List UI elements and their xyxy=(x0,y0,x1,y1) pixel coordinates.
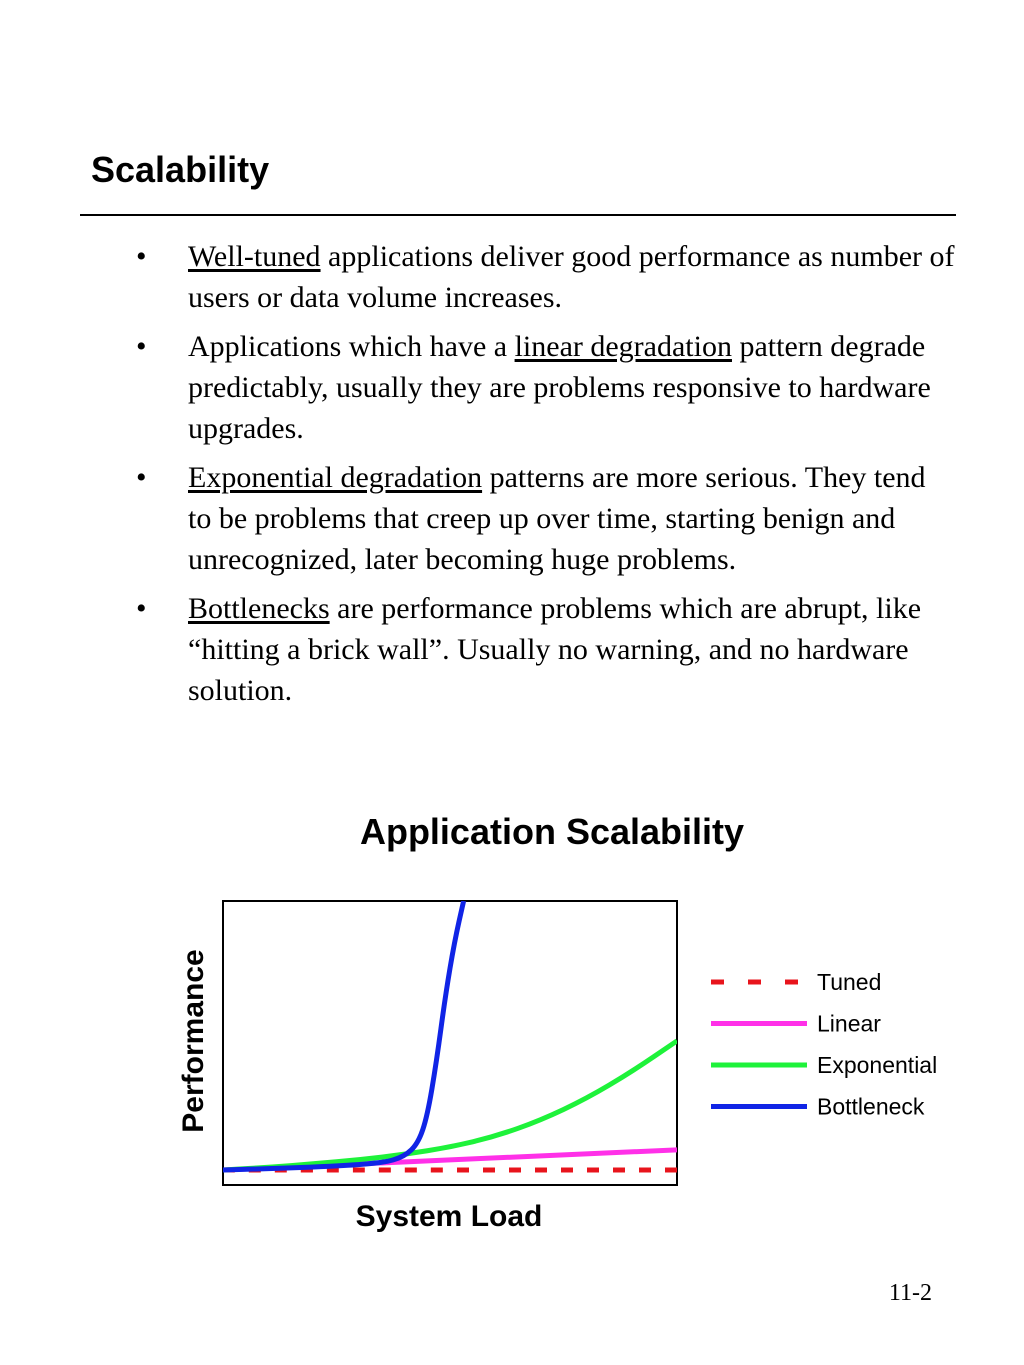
plot-area-frame xyxy=(223,901,677,1185)
page-number: 11-2 xyxy=(888,1280,932,1306)
y-axis-label: Performance xyxy=(177,949,210,1133)
legend xyxy=(711,969,937,1120)
bullet-term: Exponential degradation xyxy=(188,461,483,494)
x-axis-label: System Load xyxy=(355,1200,543,1233)
series-line-bottleneck xyxy=(223,901,464,1170)
page-title: Scalability xyxy=(91,149,270,190)
bullet-term: Bottlenecks xyxy=(188,592,330,625)
series-layer xyxy=(223,901,677,1170)
bullet-text-before: Applications which have a xyxy=(188,330,515,363)
bullet-icon: • xyxy=(136,592,147,625)
chart-title: Application Scalability xyxy=(359,811,745,852)
bullet-text-after: are performance problems which are abrupt, like “hitting a brick wall”. Usually no warning, and no hardware solution. xyxy=(188,592,922,707)
bullet-icon: • xyxy=(136,330,147,363)
bullet-text-after: patterns are more serious. They tend to be problems that creep up over time, starting benign and unrecognized, later becoming huge problems. xyxy=(188,461,926,576)
bullet-icon: • xyxy=(136,461,147,494)
bullet-term: Well-tuned xyxy=(188,240,321,273)
bullet-term: linear degradation xyxy=(514,330,732,363)
bullet-text-after: applications deliver good performance as number of users or data volume increases. xyxy=(188,240,955,314)
legend-label-linear: Linear xyxy=(817,1010,881,1037)
legend-label-exponential: Exponential xyxy=(817,1052,938,1078)
bullet-icon: • xyxy=(136,240,147,273)
bullet-text-after: pattern degrade predictably, usually they are problems responsive to hardware upgrades. xyxy=(188,330,931,445)
legend-label-tuned: Tuned xyxy=(817,969,882,995)
legend-label-bottleneck: Bottleneck xyxy=(817,1093,925,1120)
